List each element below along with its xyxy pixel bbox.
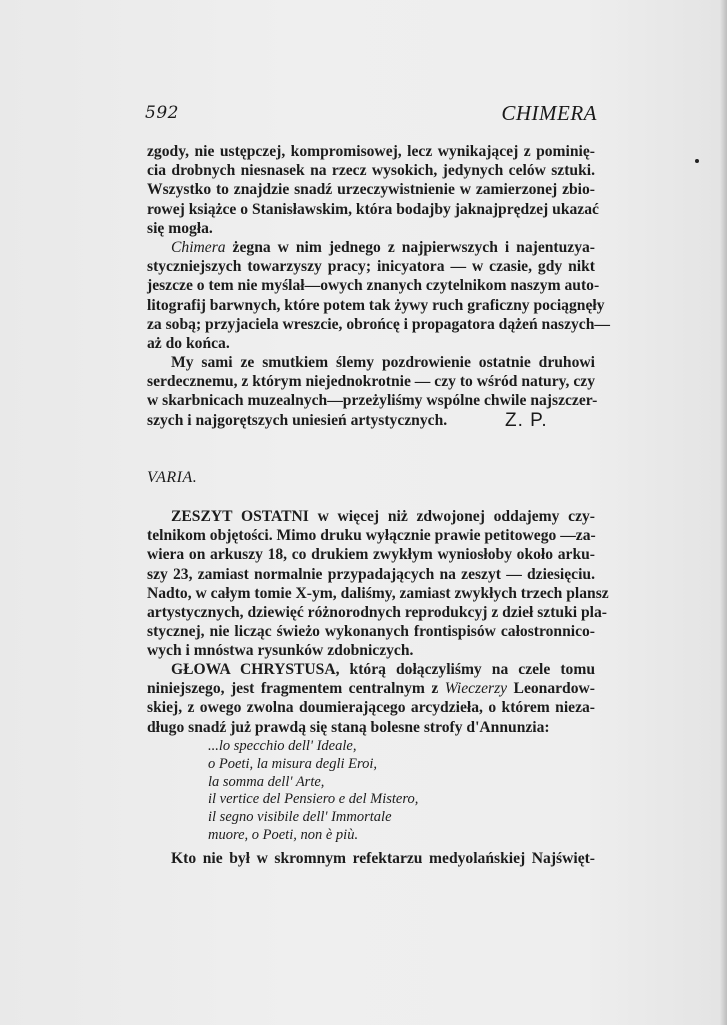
text-line: Wszystko to znajdzie snadź urzeczywistnienie w zamierzonej zbio-: [147, 181, 595, 199]
text-line: serdecznemu, z którym niejednokrotnie — czy to wśród natury, czy: [147, 373, 595, 391]
text-line: Nadto, w całym tomie X-ym, daliśmy, zamiast zwykłych trzech plansz: [147, 584, 609, 602]
text-line: aż do końca.: [147, 334, 230, 352]
page-number: 592: [145, 103, 179, 123]
verse-line: o Poeti, la misura degli Eroi,: [208, 755, 378, 772]
section-heading: VARIA.: [147, 469, 198, 486]
artwork-title-italic: Wieczerzy: [444, 680, 508, 698]
text-line: rowej książce o Stanisławskim, która bodajby jaknajprędzej ukazać: [147, 200, 599, 218]
text-line: telnikom objętości. Mimo druku wyłącznie prawie petitowego —za-: [147, 527, 596, 545]
text-line: szy 23, zamiast normalnie przypadających na zeszyt — dziesięciu.: [147, 565, 595, 583]
text-line: ZESZYT OSTATNI w więcej niż zdwojonej oddajemy czy-: [171, 508, 595, 525]
obituary-paragraph-2: [147, 238, 610, 353]
text-line: GŁOWA CHRYSTUSA, którą dołączyliśmy na czele tomu: [171, 661, 595, 678]
verse-line: la somma dell' Arte,: [208, 773, 325, 790]
text-line: stycznej, nie licząc świeżo wykonanych frontispisów całostronnico-: [147, 623, 595, 641]
text-line: w skarbnicach muzealnych—przeżyliśmy wspólne chwile najszczer-: [147, 392, 598, 410]
text-fragment: niniejszego, jest fragmentem centralnym z: [147, 680, 445, 698]
text-line: długo snadź już prawdą się staną bolesne strofy d'Annunzia:: [147, 718, 550, 736]
text-line: artystycznych, dziewięć różnorodnych reprodukcyj z dzieł sztuki pla-: [147, 603, 607, 621]
text-fragment: Leonardow-: [507, 680, 595, 698]
varia-paragraph-3: [147, 849, 595, 868]
obituary-paragraph-1: [147, 142, 599, 238]
author-signature: Z. P.: [505, 410, 548, 431]
text-line: [147, 238, 595, 257]
verse-line: muore, o Poeti, non è più.: [208, 826, 359, 843]
text-line: litografij barwnych, które potem tak żywy ruch graficzny pociągnęły: [147, 296, 605, 314]
text-line: [147, 679, 595, 698]
running-head: [145, 101, 597, 127]
text-line: jeszcze o tem nie myślał—owych znanych czytelnikom naszym auto-: [147, 277, 600, 295]
running-title: CHIMERA: [501, 101, 597, 125]
text-fragment: żegna w nim jednego z najpierwszych i najentuzya-: [225, 239, 595, 256]
verse-line: il vertice del Pensiero e del Mistero,: [208, 791, 419, 808]
varia-paragraph-1: [147, 507, 609, 661]
text-line: Kto nie był w skromnym refektarzu medyolańskiej Najświęt-: [171, 850, 595, 867]
varia-paragraph-2: [147, 660, 595, 737]
text-line: za sobą; przyjaciela wreszcie, obrońcę i propagatora dążeń naszych—: [147, 315, 610, 333]
text-line: styczniejszych towarzyszy pracy; inicyatora — w czasie, gdy nikt: [147, 258, 595, 276]
text-line: wiera on arkuszy 18, co drukiem zwykłym wyniosłoby około arku-: [147, 546, 595, 564]
text-line: wych i mnóstwa rysunków zdobniczych.: [147, 642, 414, 660]
text-line: skiej, z owego zwolna doumierającego arcydzieła, o którem nieza-: [147, 699, 595, 717]
journal-name-italic: Chimera: [171, 239, 226, 256]
text-line: cia drobnych niesnasek na rzecz wysokich, jedynych celów sztuki.: [147, 162, 595, 180]
paper-speck: [695, 159, 699, 163]
verse-line: il segno visibile dell' Immortale: [208, 809, 392, 826]
text-line: zgody, nie ustępczej, kompromisowej, lecz wynikającej z pominię-: [147, 143, 595, 160]
dannunzio-verse: [208, 738, 418, 845]
verse-line: ...lo specchio dell' Ideale,: [208, 738, 357, 754]
text-line: się mogła.: [147, 219, 213, 237]
text-line: szych i najgorętszych uniesień artystycznych.: [147, 411, 448, 429]
text-line: My sami ze smutkiem ślemy pozdrowienie ostatnie druhowi: [171, 354, 595, 371]
